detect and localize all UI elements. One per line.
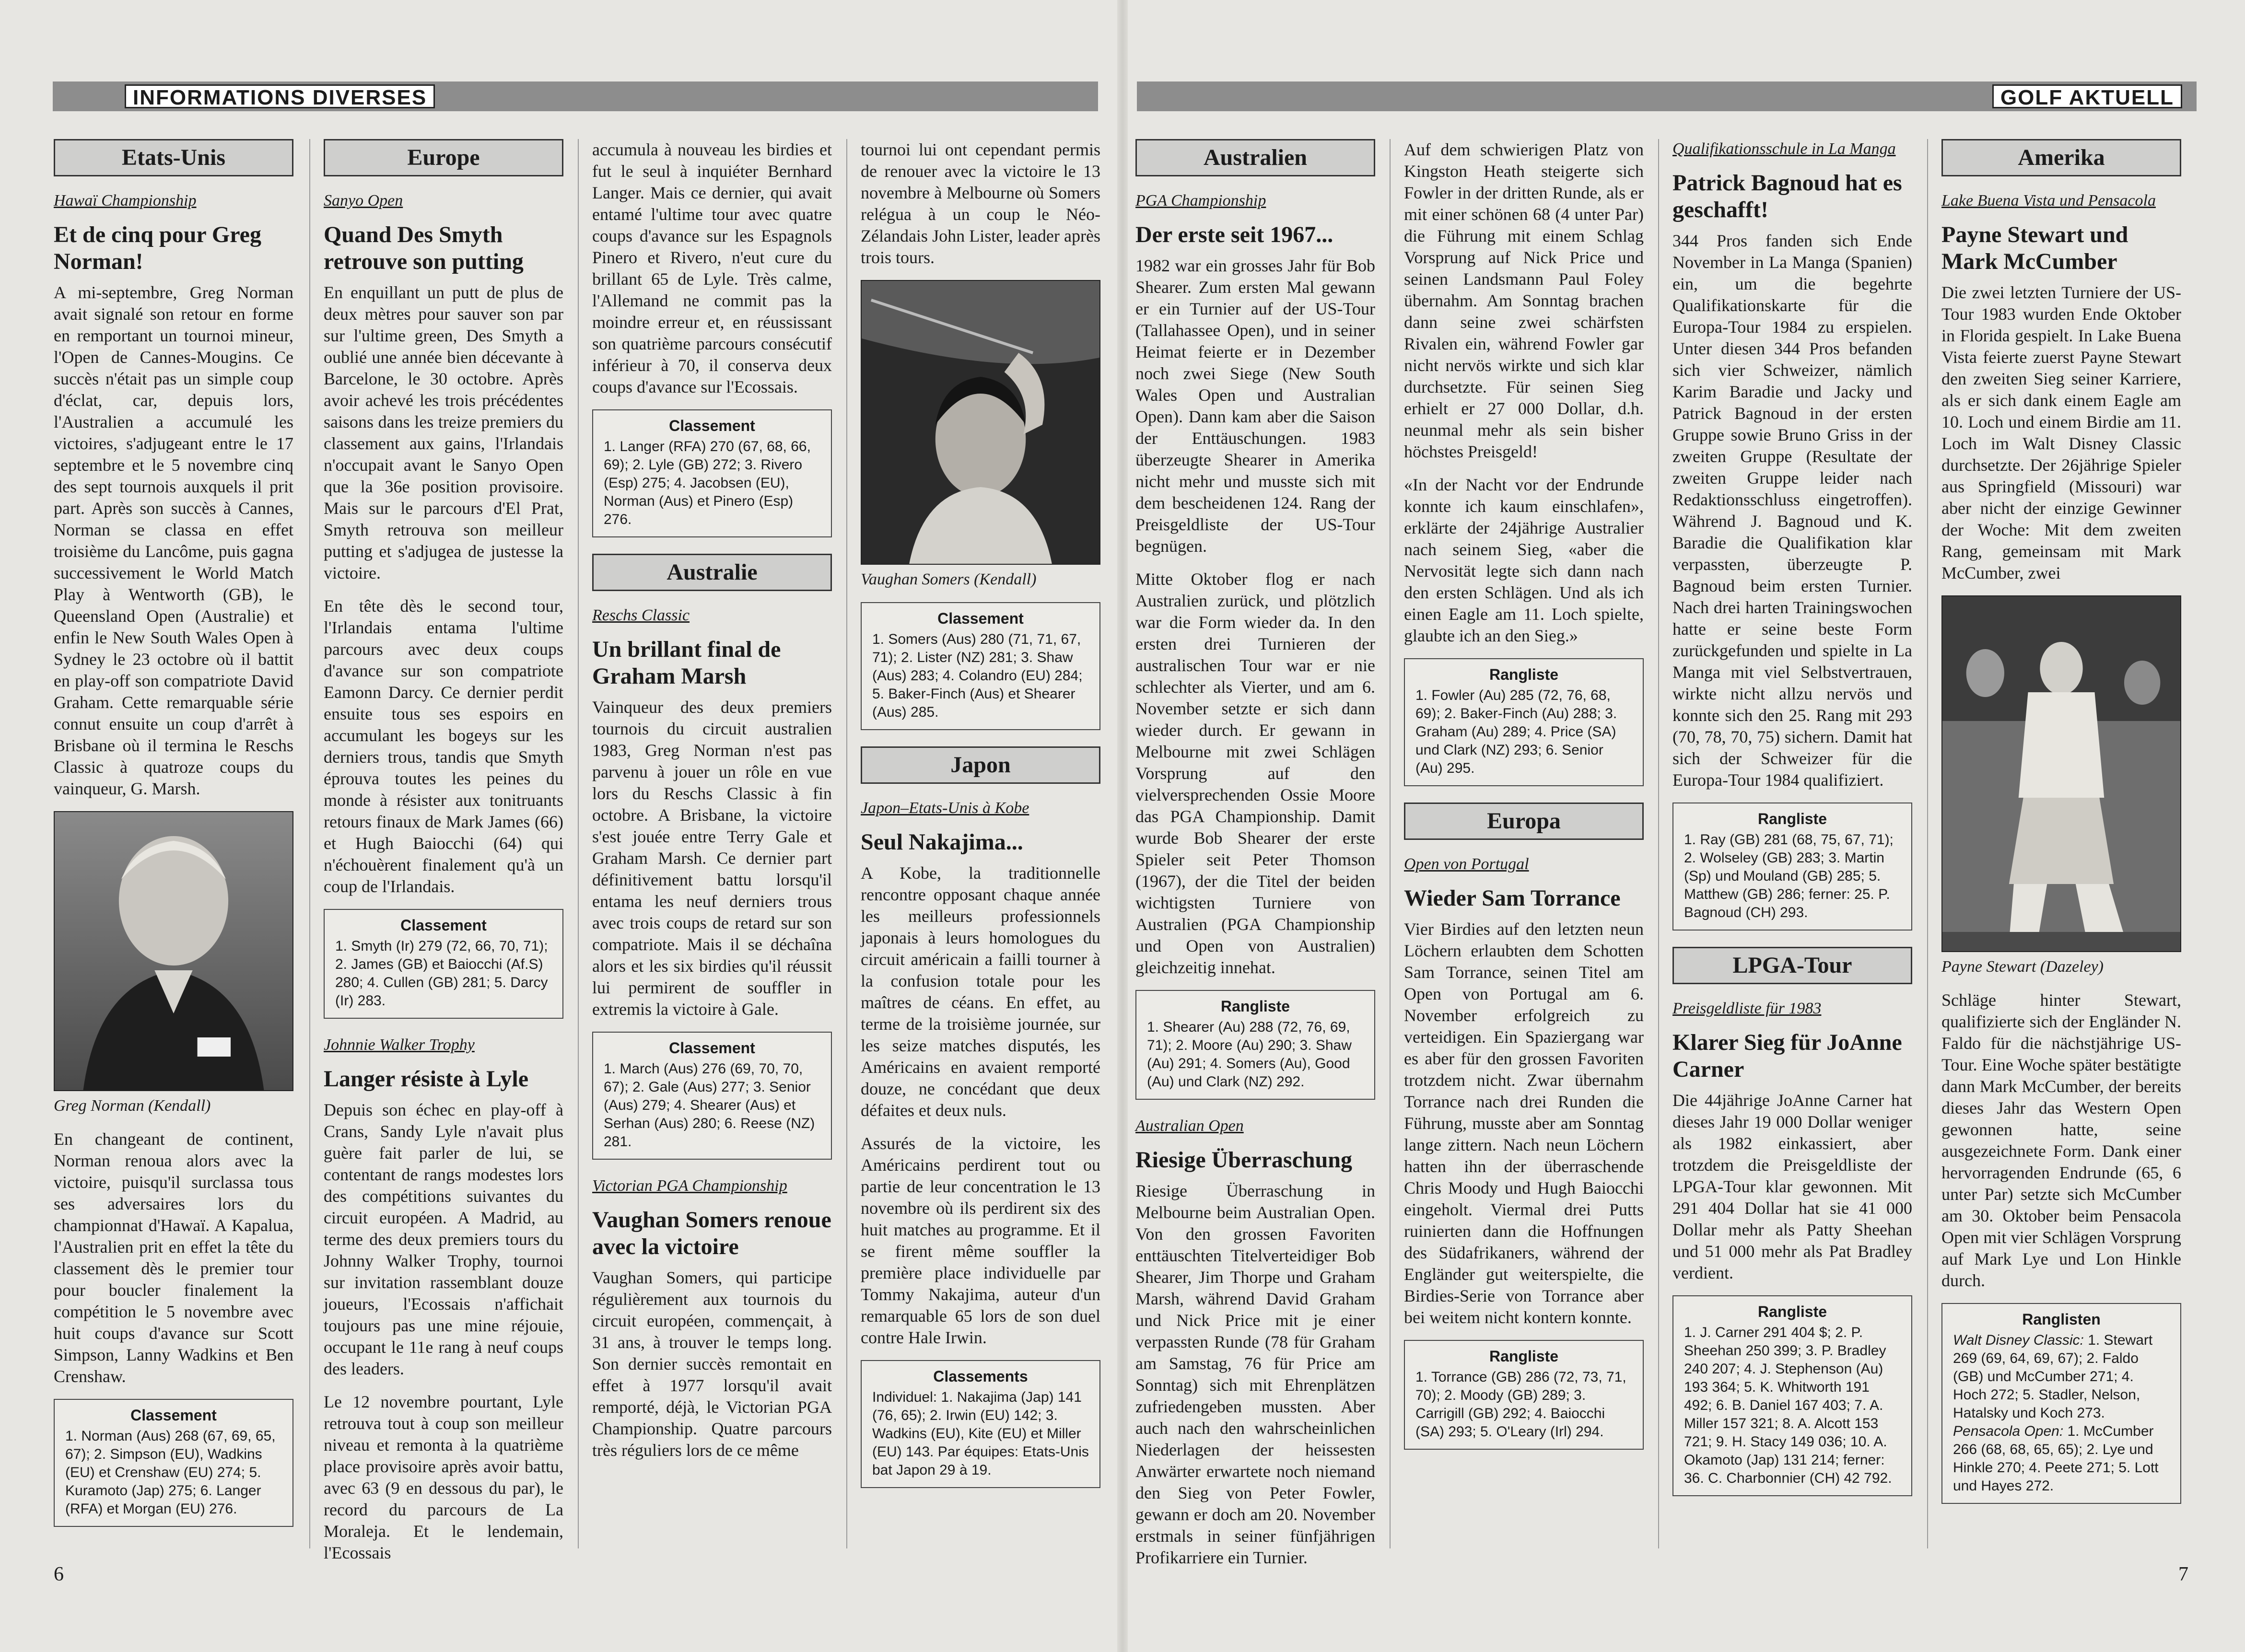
article-title: Un brillant final de Graham Marsh xyxy=(592,637,781,689)
article-body: Die zwei letzten Turniere der US-Tour 1983 wurden Ende Oktober in Florida gespielt. In Lake Buena Vista feierte zuerst Payne Stewart den zweiten Sieg seiner Karriere, als er sich dank einem Eagle am 10. Loch und einem Birdie am 11. Loch im Walt Disney Classic durchsetzte. Der 26jährige Spieler aus Springfield (Missouri) war aber nicht der einzige Gewinner der Woche: Mit dem zweiten Rang, gemeinsam mit Mark McCumber, zwei xyxy=(1941,283,2181,582)
column-1 xyxy=(1135,139,1375,1580)
article-body: A mi-septembre, Greg Norman avait signalé son retour en forme en remportant un tournoi mineur, l'Open de Cannes-Mougins. Ce succès n'était pas un simple coup d'éclat, car, depuis lors, l'Australien a accumulé les victoires, s'adjugeant entre le 17 septembre et le 5 novembre cinq des sept tournois auxquels il prit part. Après son succès à Cannes, Norman se classa en effet troisième du Lancôme, puis gagna successivement le World Match Play à Wentworth (GB), le Queensland Open (Australie) et enfin le New South Wales Open à Sydney le 23 octobre où il battit en play-off son compatriote David Graham. Cette remarquable série connut ensuite un coup d'arrêt à Brisbane où il termina le Reschs Classic à quatroze coups du vainqueur, G. Marsh. xyxy=(54,283,293,798)
results-box xyxy=(592,409,832,537)
column-1 xyxy=(54,139,293,1543)
results-box-title: Ranglisten xyxy=(2022,1311,2101,1328)
page-number: 6 xyxy=(54,1563,64,1585)
article-body: Vainqueur des deux premiers tournois du circuit australien 1983, Greg Norman n'est pas parvenu à jouer un rôle en vue lors du Reschs Classic à fin octobre. A Brisbane, la victoire s'est jouée entre Terry Gale et Graham Marsh. Ce dernier part définitivement battu lorsqu'il entama les neuf derniers trous avec trois coups de retard sur son compatriote. Mais il se déchaîna alors et les six birdies qu'il réussit lui permirent de souffler in extremis la victoire à Gale. xyxy=(592,698,832,1019)
article-body: Die 44jährige JoAnne Carner hat dieses Jahr 19 000 Dollar weniger als 1982 einkassiert, aber trotzdem die Preisgeldliste der LPGA-Tour klar gewonnen. Mit 291 404 Dollar hat sie 41 000 Dollar mehr als Patty Sheehan und 51 000 mehr als Pat Bradley verdient. xyxy=(1672,1091,1912,1282)
results-box xyxy=(592,1032,832,1160)
region-heading: Etats-Unis xyxy=(54,139,293,176)
results-box-title: Rangliste xyxy=(1757,810,1827,827)
article-title: Langer résiste à Lyle xyxy=(324,1066,529,1092)
results-box xyxy=(1404,658,1644,786)
photo-greg-norman xyxy=(54,811,293,1091)
results-box-text: 1. Smyth (Ir) 279 (72, 66, 70, 71); 2. James (GB) et Baiocchi (Af.S) 280; 4. Cullen (GB) 281; 5. Darcy (Ir) 283. xyxy=(335,938,548,1009)
article-body: Mitte Oktober flog er nach Australien zurück, und plötzlich war die Form wieder da. In den ersten drei Turnieren der australischen Tour war er nie schlechter als Vierter, und am 6. November setzte er sich dann wieder durch. Er gewann in Melbourne mit zwei Schlägen Vorsprung auf den vielversprechenden Ossie Moore das PGA Championship. Damit wurde Bob Shearer der erste Spieler seit Peter Thomson (1967), der die Titel der beiden wichtigsten Turniere von Australien (PGA Championship und Open von Australien) gleichzeitig innehat. xyxy=(1135,570,1375,977)
article-kicker: Johnnie Walker Trophy xyxy=(324,1036,475,1054)
results-box xyxy=(861,602,1100,730)
results-box xyxy=(324,909,563,1019)
results-box-title: Rangliste xyxy=(1489,1348,1559,1365)
article-body: 344 Pros fanden sich Ende November in La Manga (Spanien) ein, um die begehrte Qualifikationskarte für die Europa-Tour 1984 zu erspielen. Unter diesen 344 Pros befanden sich vier Schweizer, nämlich Karim Baradie und Jacky und Patrick Bagnoud in der ersten Gruppe sowie Bruno Griss in der zweiten Gruppe (Resultate der zweiten Gruppe leider nach Redaktionsschluss eingetroffen). Während J. Bagnoud und K. Baradie die Qualifikation klar verpassten, überzeugte P. Bagnoud beim ersten Turnier. Nach drei harten Trainingswochen hatte er seine beste Form zurückgefunden und spielte in La Manga mit viel Selbstvertrauen, wirkte nicht allzu nervös und konnte sich den 25. Rang mit 293 (70, 78, 70, 75) sichern. Damit hat sich der Schweizer für die Europa-Tour 1984 qualifiziert. xyxy=(1672,231,1912,790)
photo-caption: Greg Norman (Kendall) xyxy=(54,1097,211,1115)
results-label: Walt Disney Classic: xyxy=(1953,1332,2084,1348)
results-box-text: 1. Ray (GB) 281 (68, 75, 67, 71); 2. Wolseley (GB) 283; 3. Martin (Sp) und Mouland (GB) 285; 5. Matthew (GB) 286; ferner: 25. P. Bagnoud (CH) 293. xyxy=(1684,832,1894,920)
results-box xyxy=(54,1399,293,1527)
region-heading: LPGA-Tour xyxy=(1672,947,1912,984)
column-3 xyxy=(1672,139,1912,1512)
results-box-text xyxy=(1953,1331,2170,1495)
results-box-text: 1. Fowler (Au) 285 (72, 76, 68, 69); 2. Baker-Finch (Au) 288; 3. Graham (Au) 289; 4. Price (SA) und Clark (NZ) 293; 6. Senior (Au) 295. xyxy=(1415,687,1617,776)
article-body: Vier Birdies auf den letzten neun Löchern erlaubten dem Schotten Sam Torrance, seinen Titel am Open von Portugal am 6. November erfolgreich zu verteidigen. Ein Spaziergang war es aber für den grossen Favoriten trotzdem nicht. Zwar übernahm Torrance nach drei Runden die Führung, musste aber am Sonntag lange zittern. Nach neun Löchern hatten ihn der überraschende Chris Moody und Hugh Baiocchi eingeholt. Viermal drei Putts ruinierten dann die Hoffnungen des Südafrikaners, während der Engländer gut weiterspielte, die Birdies-Serie von Torrance aber bei weitem nicht kontern konnte. xyxy=(1404,919,1644,1327)
article-kicker: Open von Portugal xyxy=(1404,855,1529,873)
section-header-title: INFORMATIONS DIVERSES xyxy=(125,84,435,108)
article-kicker: Preisgeldliste für 1983 xyxy=(1672,1000,1822,1017)
page-number: 7 xyxy=(2178,1563,2188,1585)
article-body: Le 12 novembre pourtant, Lyle retrouva tout à coup son meilleur niveau et remonta à la quatrième place provisoire après avoir battu, avec 63 (9 en dessous du par), le record du parcours de La Moraleja. Et le lendemain, l'Ecossais xyxy=(324,1392,563,1562)
results-box-title: Rangliste xyxy=(1489,666,1559,683)
results-box-title: Rangliste xyxy=(1220,998,1290,1015)
article-title: Seul Nakajima... xyxy=(861,829,1023,855)
results-box-title: Classement xyxy=(669,417,755,434)
article-title: Vaughan Somers renoue avec la victoire xyxy=(592,1207,831,1259)
column-rule xyxy=(1390,139,1391,1548)
column-2 xyxy=(324,139,563,1575)
article-title: Patrick Bagnoud hat es geschafft! xyxy=(1672,170,1902,222)
results-box-text: 1. Shearer (Au) 288 (72, 76, 69, 71); 2. Moore (Au) 290; 3. Shaw (Au) 291; 4. Somers (Au), Good (Au) und Clark (NZ) 292. xyxy=(1147,1019,1352,1090)
results-box-text: 1. Somers (Aus) 280 (71, 71, 67, 71); 2. Lister (NZ) 281; 3. Shaw (Aus) 283; 4. Colandro (EU) 284; 5. Baker-Finch (Aus) et Shearer (Aus) 285. xyxy=(872,631,1083,720)
section-header-title: GOLF AKTUELL xyxy=(1992,84,2182,108)
column-4 xyxy=(861,139,1100,1504)
column-rule xyxy=(846,139,847,1548)
article-kicker: Lake Buena Vista und Pensacola xyxy=(1941,192,2156,209)
article-body: tournoi lui ont cependant permis de renouer avec la victoire le 13 novembre à Melbourne où Somers relégua à un coup le Néo-Zélandais John Lister, leader après trois tours. xyxy=(861,140,1100,267)
article-body: En tête dès le second tour, l'Irlandais entama l'ultime parcours avec deux coups d'avance sur son compatriote Eamonn Darcy. Ce dernier perdit ensuite tous ses espoirs en accumulant les bogeys sur les derniers trous, tandis que Smyth éprouva toutes les peines du monde à résister aux tonitruants retours finaux de Mark James (66) et Hugh Baiocchi (64) qui n'échouèrent finalement qu'à un coup de l'Irlandais. xyxy=(324,596,563,896)
results-box xyxy=(1135,990,1375,1100)
results-box-text: Individuel: 1. Nakajima (Jap) 141 (76, 65); 2. Irwin (EU) 142; 3. Wadkins (EU), Kite (EU) et Miller (EU) 143. Par équipes: Etats-Unis bat Japon 29 à 19. xyxy=(872,1389,1089,1478)
results-box-title: Classement xyxy=(937,610,1024,627)
results-box xyxy=(1404,1340,1644,1450)
article-kicker: Sanyo Open xyxy=(324,192,403,209)
article-body: Schläge hinter Stewart, qualifizierte sich der Engländer N. Faldo für die nächstjährige US-Tour. Eine Woche später bestätigte dann Mark McCumber, der bereits dieses Jahr das Western Open gewonnen hatte, seine ausgezeichnete Form. Dank einer hervorragenden Endrunde (65, 6 unter Par) setzte sich McCumber am 30. Oktober beim Pensacola Open mit vier Schlägen Vorsprung auf Mark Lye und Lon Hinkle durch. xyxy=(1941,990,2181,1290)
column-rule xyxy=(309,139,310,1548)
article-kicker: Australian Open xyxy=(1135,1117,1244,1135)
article-title: Klarer Sieg für JoAnne Carner xyxy=(1672,1030,1902,1082)
results-text: 1. McCumber 266 (68, 68, 65, 65); 2. Lye und Hinkle 270; 4. Peete 271; 5. Lott und Hayes 272. xyxy=(1953,1423,2159,1494)
article-kicker: Japon–Etats-Unis à Kobe xyxy=(861,799,1029,817)
region-heading: Europa xyxy=(1404,803,1644,840)
photo-vaughan-somers xyxy=(861,280,1100,565)
region-heading: Amerika xyxy=(1941,139,2181,176)
results-box-text: 1. Torrance (GB) 286 (72, 73, 71, 70); 2. Moody (GB) 289; 3. Carrigill (GB) 292; 4. Baiocchi (SA) 293; 5. O'Leary (Irl) 294. xyxy=(1415,1369,1626,1440)
article-kicker: PGA Championship xyxy=(1135,192,1266,209)
results-box-title: Classement xyxy=(400,917,487,934)
article-body: Depuis son échec en play-off à Crans, Sandy Lyle n'avait plus guère fait parler de lui, se contentant de rangs modestes lors des compétitions suivantes du circuit européen. A Madrid, au terme des deux premiers tours du Johnny Walker Trophy, tournoi sur invitation rassemblant douze joueurs, l'Ecossais n'affichait toujours pas une mine réjouie, occupant le 11e rang à neuf coups des leaders. xyxy=(324,1100,563,1378)
article-body: Riesige Überraschung in Melbourne beim Australian Open. Von den grossen Favoriten enttäuschten Titelverteidiger Bob Shearer, Jim Thorpe und Graham Marsh, während David Graham und Nick Price mit je einer verpassten Runde (78 für Graham am Samstag, 76 für Price am Sonntag) sich mit Ehrenplätzen zufriedengeben mussten. Aber auch nach den wahrscheinlichen Niederlagen der heissesten Anwärter erwartete noch niemand den Sieg von Peter Fowler, gewann er doch am 20. November erstmals in seiner fünfjährigen Profikarriere ein Turnier. xyxy=(1135,1181,1375,1567)
results-text: 1. Stewart 269 (69, 64, 69, 67); 2. Faldo (GB) und McCumber 271; 4. Hoch 272; 5. Stadler, Nelson, Hatalsky und Koch 273. xyxy=(1953,1332,2153,1421)
article-body: accumula à nouveau les birdies et fut le seul à inquiéter Bernhard Langer. Mais ce dernier, qui avait entamé l'ultime tour avec quatre coups d'avance sur les Espagnols Pinero et Rivero, n'eut cure du brillant 65 de Lyle. Très calme, l'Allemand ne commit pas la moindre erreur et, en réussissant son quatrième parcours consécutif inférieur à 70, il conserva deux coups d'avance sur l'Ecossais. xyxy=(592,140,832,396)
results-box-title: Classements xyxy=(933,1368,1028,1385)
region-heading: Japon xyxy=(861,746,1100,784)
results-label: Pensacola Open: xyxy=(1953,1423,2064,1439)
article-title: Riesige Überraschung xyxy=(1135,1147,1352,1173)
article-title: Et de cinq pour Greg Norman! xyxy=(54,222,261,274)
article-body: En enquillant un putt de plus de deux mètres pour sauver son par sur l'ultime green, Des Smyth a oublié une année bien décevante à Barcelone, le 30 octobre. Après avoir achevé les trois précédentes saisons dans les treize premiers du classement aux gains, l'Irlandais n'occupait avant le Sanyo Open que la 36e position provisoire. Mais sur le parcours d'El Prat, Smyth retrouva son meilleur putting et s'adjugea de justesse la victoire. xyxy=(324,283,563,582)
article-kicker: Hawaï Championship xyxy=(54,192,197,209)
column-rule xyxy=(578,139,579,1548)
article-title: Payne Stewart und Mark McCumber xyxy=(1941,222,2128,274)
left-page xyxy=(0,0,1122,1652)
results-box-text: 1. Langer (RFA) 270 (67, 68, 66, 69); 2. Lyle (GB) 272; 3. Rivero (Esp) 275; 4. Jacobsen (EU), Norman (Aus) et Pinero (Esp) 276. xyxy=(604,439,811,527)
article-title: Der erste seit 1967... xyxy=(1135,222,1333,247)
article-kicker: Reschs Classic xyxy=(592,606,690,624)
region-heading: Europe xyxy=(324,139,563,176)
column-3 xyxy=(592,139,832,1473)
results-box-text: 1. J. Carner 291 404 $; 2. P. Sheehan 250 399; 3. P. Bradley 240 207; 4. J. Stephenson (Au) 193 364; 5. K. Whitworth 191 492; 6. B. Daniel 167 403; 7. A. Miller 157 321; 8. A. Alcott 153 721; 9. H. Stacy 149 036; 10. A. Okamoto (Jap) 131 214; ferner: 36. C. Charbonnier (CH) 42 792. xyxy=(1684,1325,1892,1486)
section-header-bar xyxy=(1137,81,2197,111)
column-rule xyxy=(1927,139,1928,1548)
article-kicker: Qualifikationsschule in La Manga xyxy=(1672,140,1896,158)
article-title: Quand Des Smyth retrouve son putting xyxy=(324,222,524,274)
photo-caption: Vaughan Somers (Kendall) xyxy=(861,570,1037,588)
article-body: «In der Nacht vor der Endrunde konnte ich kaum einschlafen», erklärte der 24jährige Australier nach seinem Sieg, «aber die Nervosität legte sich dann nach den ersten Schlägen. Und als ich einen Eagle am 11. Loch spielte, glaubte ich an den Sieg.» xyxy=(1404,475,1644,645)
results-box xyxy=(1672,803,1912,931)
right-page xyxy=(1122,0,2245,1652)
results-box xyxy=(861,1360,1100,1488)
results-box xyxy=(1941,1303,2181,1504)
article-title: Wieder Sam Torrance xyxy=(1404,885,1621,911)
photo-payne-stewart xyxy=(1941,595,2181,952)
article-body: A Kobe, la traditionnelle rencontre opposant chaque année les meilleurs professionnels japonais à leurs homologues du circuit américain a failli tourner à la confusion totale pour les maîtres de céans. En effet, au terme de la troisième journée, sur les seize matches disputés, les Américains en avaient remporté douze, ne concédant que deux défaites et deux nuls. xyxy=(861,863,1100,1120)
results-box-text: 1. Norman (Aus) 268 (67, 69, 65, 67); 2. Simpson (EU), Wadkins (EU) et Crenshaw (EU) 274; 5. Kuramoto (Jap) 275; 6. Langer (RFA) et Morgan (EU) 276. xyxy=(65,1428,276,1517)
region-heading: Australien xyxy=(1135,139,1375,176)
region-heading: Australie xyxy=(592,554,832,591)
article-body: Vaughan Somers, qui participe régulièrement aux tournois du circuit européen, commençait, à 31 ans, à trouver le temps long. Son dernier succès remontait en effet à 1977 lorsqu'il avait remporté, déjà, le Victorian PGA Championship. Quatre parcours très réguliers lors de ce même xyxy=(592,1268,832,1460)
results-box xyxy=(1672,1295,1912,1496)
results-box-title: Rangliste xyxy=(1757,1303,1827,1320)
article-body: Assurés de la victoire, les Américains perdirent tout ou partie de leur concentration le 13 novembre où ils perdirent six des huit matches au programme. Et il se firent même souffler la première place individuelle par Tommy Nakajima, auteur d'un remarquable 65 lors de son duel contre Hale Irwin. xyxy=(861,1134,1100,1347)
results-box-title: Classement xyxy=(130,1407,217,1424)
section-header-bar xyxy=(53,81,1098,111)
article-body: Auf dem schwierigen Platz von Kingston Heath steigerte sich Fowler in der dritten Runde, als er mit einer schönen 68 (4 unter Par) die Führung mit einem Schlag Vorsprung auf Nick Price und seinen Landsmann Paul Foley übernahm. Am Sonntag brachen dann seine zwei schärfsten Rivalen ein, während Fowler gar nicht nervös wirkte und sich klar durchsetzte. Für seinen Sieg erhielt er 27 000 Dollar, d.h. neunmal mehr als sein bisher höchstes Preisgeld! xyxy=(1404,140,1644,461)
article-body: 1982 war ein grosses Jahr für Bob Shearer. Zum ersten Mal gewann er ein Turnier auf der US-Tour (Tallahassee Open), und in seiner Heimat feierte er in Dezember noch zwei Siege (New South Wales Open und Australian Open). Dann kam aber die Saison der Enttäuschungen. 1983 überzeugte Shearer in Amerika nicht mehr und musste sich mit dem bescheidenen 124. Rang der Preisgeldliste der US-Tour begnügen. xyxy=(1135,256,1375,556)
column-rule xyxy=(1658,139,1659,1548)
results-box-title: Classement xyxy=(669,1039,755,1057)
column-2 xyxy=(1404,139,1644,1466)
results-box-text: 1. March (Aus) 276 (69, 70, 70, 67); 2. Gale (Aus) 277; 3. Senior (Aus) 279; 4. Shearer (Aus) et Serhan (Aus) 280; 6. Reese (NZ) 281. xyxy=(604,1061,815,1150)
column-4 xyxy=(1941,139,2181,1520)
photo-caption: Payne Stewart (Dazeley) xyxy=(1941,958,2104,976)
article-body: En changeant de continent, Norman renoua alors avec la victoire, puisqu'il surclassa tous ses adversaires lors du championnat d'Hawaï. A Kapalua, l'Australien prit en effet la tête du classement dès le premier tour pour boucler finalement la compétition le 5 novembre avec huit coups d'avance sur Scott Simpson, Lanny Wadkins et Ben Crenshaw. xyxy=(54,1129,293,1386)
article-kicker: Victorian PGA Championship xyxy=(592,1177,787,1195)
